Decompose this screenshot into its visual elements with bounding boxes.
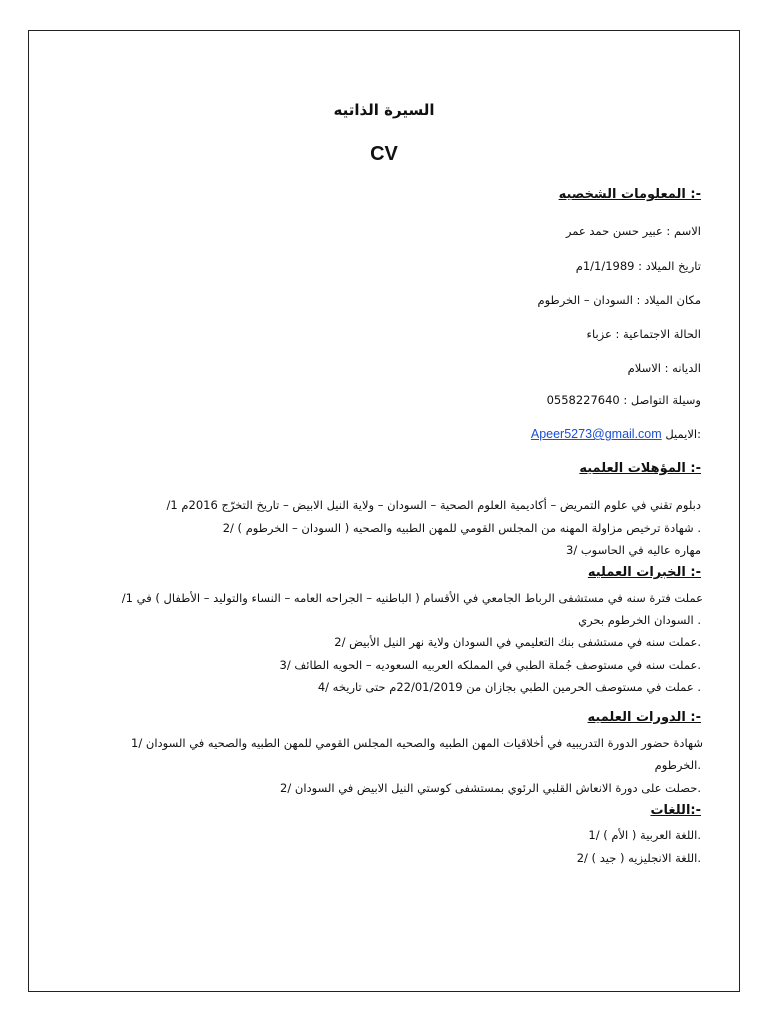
section-heading-qualifications: -: المؤهلات العلميه xyxy=(579,461,701,476)
document-title-arabic: السيرة الذاتيه xyxy=(333,101,435,119)
course-item-2: .حصلت على دورة الانعاش القلبي الرئوي بمستشفى كوستي النيل الابيض في السودان /2 xyxy=(280,781,701,795)
email-label: :الايميل xyxy=(665,427,701,441)
section-heading-experience: -: الخبرات العمليه xyxy=(587,565,701,580)
email-link[interactable]: Apeer5273@gmail.com xyxy=(530,427,662,441)
qualification-item-1: دبلوم تقني في علوم التمريض – أكاديمية العلوم الصحية – السودان – ولاية النيل الابيض – تاريخ التخرّج 2016م 1/ xyxy=(166,498,701,512)
section-heading-courses: -: الدورات العلميه xyxy=(587,710,701,725)
language-item-2: .اللغة الانجليزيه ( جيد ) /2 xyxy=(576,851,701,865)
course-item-1: شهادة حضور الدورة التدريبيه في أخلاقيات المهن الطبيه والصحيه المجلس القومي للمهن الطبيه والصحيه في السودان /1 xyxy=(131,736,703,750)
personal-status: الحالة الاجتماعية : عزباء xyxy=(586,327,701,341)
section-heading-personal: -: المعلومات الشخصيه xyxy=(558,187,701,202)
experience-item-3: .عملت سنه في مستوصف جُملة الطبي في المملكه العربيه السعوديه – الحويه الطائف /3 xyxy=(279,658,701,672)
document-page xyxy=(28,30,740,992)
language-item-1: .اللغة العربية ( الأم ) /1 xyxy=(588,828,701,842)
qualification-item-3: مهاره عاليه في الحاسوب /3 xyxy=(566,543,701,557)
section-heading-languages: -:اللغات xyxy=(650,803,701,818)
experience-item-1: عملت فترة سنه في مستشفى الرباط الجامعي في الأقسام ( الباطنيه – الجراحه العامه – النساء والتوليد – الأطفال ) في 1/ xyxy=(121,591,703,605)
personal-religion: الديانه : الاسلام xyxy=(627,361,701,375)
personal-dob: تاريخ الميلاد : 1/1/1989م xyxy=(575,259,701,273)
experience-item-4: . عملت في مستوصف الحرمين الطبي بجازان من 22/01/2019م حتى تاريخه /4 xyxy=(317,680,701,694)
experience-item-1-cont: . السودان الخرطوم بحري xyxy=(578,613,701,627)
personal-pob: مكان الميلاد : السودان – الخرطوم xyxy=(537,293,701,307)
personal-name: الاسم : عبير حسن حمد عمر xyxy=(565,224,701,238)
qualification-item-2: . شهادة ترخيص مزاولة المهنه من المجلس القومي للمهن الطبيه والصحيه ( السودان – الخرطوم ) /2 xyxy=(222,521,701,535)
personal-phone: وسيلة التواصل : 0558227640 xyxy=(546,393,701,407)
personal-email-row xyxy=(531,427,701,441)
document-title-cv: CV xyxy=(370,143,398,165)
experience-item-2: .عملت سنه في مستشفى بنك التعليمي في السودان ولاية نهر النيل الأبيض /2 xyxy=(334,635,701,649)
course-item-1-cont: .الخرطوم xyxy=(654,758,701,772)
